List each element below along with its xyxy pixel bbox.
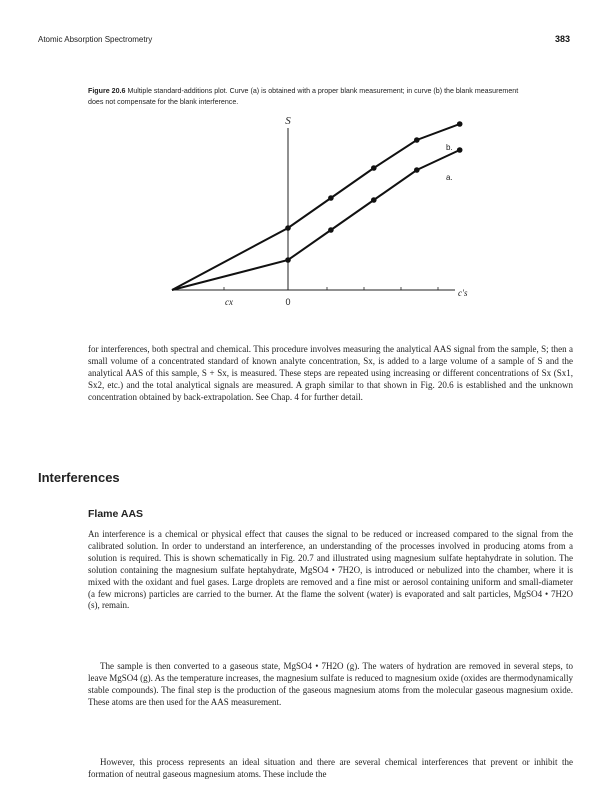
- data-point-a: [457, 147, 463, 153]
- chart-layer: [172, 115, 468, 307]
- data-point-b: [371, 165, 377, 171]
- data-point-a: [371, 197, 377, 203]
- subsection-heading: Flame AAS: [88, 508, 144, 520]
- standard-additions-figure: [0, 0, 601, 330]
- data-point-a: [285, 257, 291, 263]
- data-point-b: [414, 137, 420, 143]
- caption-label: Figure 20.6: [88, 87, 126, 95]
- y-axis-label: S: [285, 115, 291, 127]
- section-heading: Interferences: [38, 470, 120, 485]
- curve-a-label: a.: [446, 173, 453, 182]
- caption-text: Multiple standard-additions plot. Curve (a) is obtained with a proper blank measurement; in curve (b) the blank measurement does not compensate for the blank interference.: [88, 87, 519, 106]
- paragraph-3: However, this process represents an ideal situation and there are several chemical interferences that prevent or inhibit the formation of neutral gaseous magnesium atoms. These include the: [88, 757, 573, 779]
- data-point-b: [285, 225, 291, 231]
- curve-b-label: b.: [446, 143, 453, 152]
- data-point-a: [328, 227, 334, 233]
- cx-label: cx: [225, 297, 233, 307]
- x-axis-label: c′s: [458, 288, 468, 298]
- running-title: Atomic Absorption Spectrometry: [38, 35, 153, 44]
- data-point-a: [414, 167, 420, 173]
- paragraph-1: An interference is a chemical or physical effect that causes the signal to be reduced or increased compared to the signal from the calibrated solution. In order to understand an interference, an understanding of the processes involved in producing atoms from a solution is required. This is shown schematically in Fig. 20.7 and illustrated using magnesium sulfate heptahydrate in solution. The solution containing the magnesium sulfate heptahydrate, MgSO4 • 7H2O, is introduced or nebulized into the chamber, where it is mixed with the oxidant and fuel gases. Large droplets are removed and a fine mist or aerosol containing uniform and small-diameter (a few microns) particles are carried to the burner. At the flame the solvent (water) is evaporated and salt particles, MgSO4 • 7H2O (s), remain.: [88, 529, 573, 611]
- origin-label: 0: [285, 297, 291, 307]
- data-point-b: [328, 195, 334, 201]
- page-number: 383: [555, 34, 571, 44]
- series-line-b: [172, 124, 460, 290]
- paragraph-2: The sample is then converted to a gaseous state, MgSO4 • 7H2O (g). The waters of hydration are removed in several steps, to leave MgSO4 (g). As the temperature increases, the magnesium sulfate is reduced to magnesium oxide (oxides are thermodynamically stable compounds). The final step is the production of the gaseous magnesium atoms from the molecular gaseous magnesium oxide. These atoms are then used for the AAS measurement.: [88, 661, 573, 707]
- continuation-paragraph: for interferences, both spectral and chemical. This procedure involves measuring the analytical AAS signal from the sample, S; then a small volume of a concentrated standard of known analyte concentration, Sx, is added to a large volume of a sample of S and the analytical AAS of this sample, S + Sx, is measured. These steps are repeated using increasing or different concentrations of Sx (Sx1, Sx2, etc.) and the total analytical signals are measured. A graph similar to that shown in Fig. 20.6 is established and the unknown concentration obtained by back-extrapolation. See Chap. 4 for further detail.: [88, 344, 573, 402]
- data-point-b: [457, 121, 463, 127]
